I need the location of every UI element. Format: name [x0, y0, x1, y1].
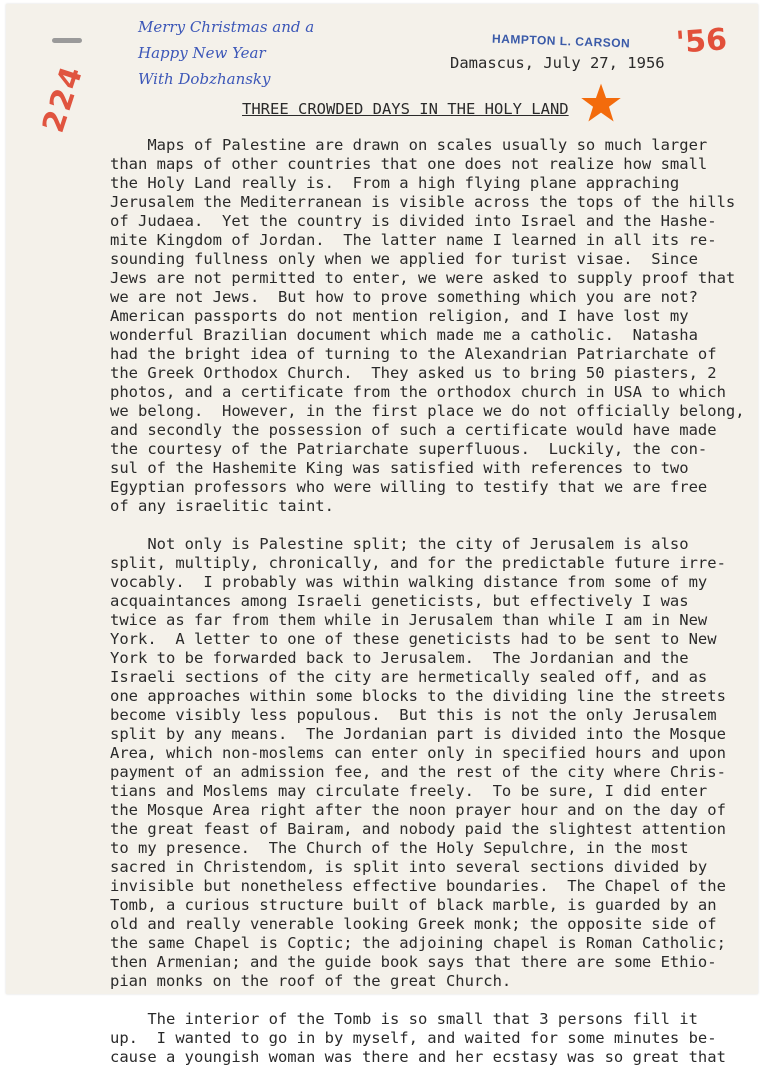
text-line: had the bright idea of turning to the Alexandrian Patriarchate of — [110, 345, 717, 363]
text-line: York. A letter to one of these geneticists had to be sent to New — [110, 630, 717, 648]
paragraph — [110, 136, 750, 516]
text-line: we are not Jews. But how to prove something which you are not? — [110, 288, 698, 306]
text-line: become visibly less populous. But this is not the only Jerusalem — [110, 706, 717, 724]
greeting-signature: With Dobzhansky — [138, 70, 271, 88]
text-line: tians and Moslems may circulate freely. To be sure, I did enter — [110, 782, 708, 800]
text-line: wonderful Brazilian document which made me a catholic. Natasha — [110, 326, 698, 344]
text-line: acquaintances among Israeli geneticists, but effectively I was — [110, 592, 689, 610]
text-line: split, multiply, chronically, and for the predictable future irre- — [110, 554, 726, 572]
text-line: photos, and a certificate from the orthodox church in USA to which — [110, 383, 726, 401]
text-line: York to be forwarded back to Jerusalem. The Jordanian and the — [110, 649, 689, 667]
greeting-line: Happy New Year — [138, 44, 266, 62]
text-line: split by any means. The Jordanian part is divided into the Mosque — [110, 725, 726, 743]
text-line: the Holy Land really is. From a high flying plane appraching — [110, 174, 680, 192]
text-line: we belong. However, in the first place we do not officially belong, — [110, 402, 745, 420]
paragraph — [110, 535, 750, 991]
text-line: cause a youngish woman was there and her ecstasy was so great that — [110, 1048, 726, 1066]
text-line: vocably. I probably was within walking distance from some of my — [110, 573, 708, 591]
document-body — [110, 136, 750, 1067]
text-line: Maps of Palestine are drawn on scales usually so much larger — [110, 136, 708, 154]
text-line: and secondly the possession of such a certificate would have made — [110, 421, 717, 439]
text-line: old and really venerable looking Greek monk; the opposite side of — [110, 915, 717, 933]
text-line: up. I wanted to go in by myself, and waited for some minutes be- — [110, 1029, 717, 1047]
text-line: Area, which non-moslems can enter only in specified hours and upon — [110, 744, 726, 762]
reference-number: 224 — [36, 60, 91, 137]
text-line: the courtesy of the Patriarchate superfluous. Luckily, the con- — [110, 440, 708, 458]
text-line: invisible but nonetheless effective boundaries. The Chapel of the — [110, 877, 726, 895]
text-line: sul of the Hashemite King was satisfied with references to two — [110, 459, 689, 477]
text-line: than maps of other countries that one does not realize how small — [110, 155, 708, 173]
text-line: Egyptian professors who were willing to testify that we are free — [110, 478, 708, 496]
text-line: twice as far from them while in Jerusalem than while I am in New — [110, 611, 708, 629]
text-line: of Judaea. Yet the country is divided into Israel and the Hashe- — [110, 212, 717, 230]
document-title: THREE CROWDED DAYS IN THE HOLY LAND — [242, 100, 569, 118]
text-line: American passports do not mention religion, and I have lost my — [110, 307, 689, 325]
text-line: the Mosque Area right after the noon prayer hour and on the day of — [110, 801, 726, 819]
text-line: pian monks on the roof of the great Church. — [110, 972, 512, 990]
text-line: The interior of the Tomb is so small that 3 persons fill it — [110, 1010, 698, 1028]
text-line: then Armenian; and the guide book says that there are some Ethio- — [110, 953, 717, 971]
paragraph-gap — [110, 516, 750, 535]
text-line: Jerusalem the Mediterranean is visible across the tops of the hills — [110, 193, 736, 211]
letter-page — [6, 4, 758, 1066]
text-line: sounding fullness only when we applied for turist visae. Since — [110, 250, 698, 268]
text-line: Jews are not permitted to enter, we were asked to supply proof that — [110, 269, 736, 287]
name-stamp: HAMPTON L. CARSON — [491, 31, 631, 51]
text-line: mite Kingdom of Jordan. The latter name I learned in all its re- — [110, 231, 717, 249]
text-line: Israeli sections of the city are hermetically sealed off, and as — [110, 668, 708, 686]
text-line: the Greek Orthodox Church. They asked us to bring 50 piasters, 2 — [110, 364, 717, 382]
paragraph — [110, 1010, 750, 1067]
place-date: Damascus, July 27, 1956 — [450, 54, 665, 72]
greeting-line: Merry Christmas and a — [138, 18, 315, 36]
text-line: the great feast of Bairam, and nobody paid the slightest attention — [110, 820, 726, 838]
text-line: to my presence. The Church of the Holy Sepulchre, in the most — [110, 839, 689, 857]
text-line: the same Chapel is Coptic; the adjoining chapel is Roman Catholic; — [110, 934, 726, 952]
text-line: one approaches within some blocks to the dividing line the streets — [110, 687, 726, 705]
text-line: of any israelitic taint. — [110, 497, 334, 515]
text-line: Tomb, a curious structure built of black marble, is guarded by an — [110, 896, 717, 914]
text-line: payment of an admission fee, and the rest of the city where Chris- — [110, 763, 726, 781]
year-mark: '56 — [674, 22, 729, 61]
star-sticker-icon — [580, 82, 622, 124]
text-line: sacred in Christendom, is split into several sections divided by — [110, 858, 708, 876]
handwritten-greeting — [138, 14, 314, 92]
paragraph-gap — [110, 991, 750, 1010]
staple-icon — [52, 38, 82, 43]
text-line: Not only is Palestine split; the city of Jerusalem is also — [110, 535, 689, 553]
